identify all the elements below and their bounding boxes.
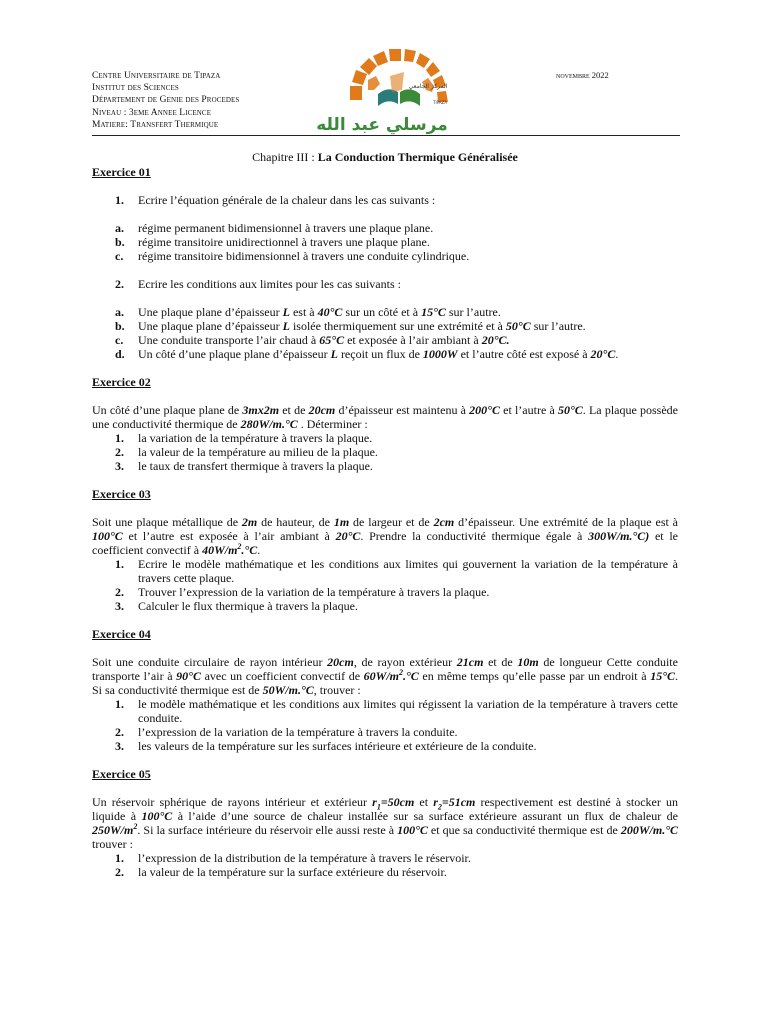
item-letter: a.: [115, 221, 124, 235]
question-item: [92, 193, 678, 207]
item-text: Une plaque plane d’épaisseur L isolée thermiquement sur une extrémité et à 50°C sur l’autre.: [138, 319, 586, 333]
item-text: régime permanent bidimensionnel à travers une plaque plane.: [138, 221, 434, 235]
list-item: 2. Trouver l’expression de la variation de la température à travers la plaque.: [115, 585, 490, 599]
document-body: [92, 150, 678, 879]
list-item: 1. la variation de la température à travers la plaque.: [115, 431, 373, 445]
exercise-statement: Un côté d’une plaque plane de 3mx2m et de 20cm d’épaisseur est maintenu à 200°C et l’autre à 50°C. La plaque possède une conductivité thermique de 280W/m.°C . Déterminer :: [92, 403, 678, 431]
exercise-title: Exercice 02: [92, 375, 151, 389]
item-text: régime transitoire unidirectionnel à travers une plaque plane.: [138, 235, 430, 249]
item-text: régime transitoire bidimensionnel à travers une conduite cylindrique.: [138, 249, 470, 263]
list-item: 2. la valeur de la température sur la surface extérieure du réservoir.: [115, 865, 447, 879]
list-item: 2. la valeur de la température au milieu de la plaque.: [115, 445, 378, 459]
logo-latin-text: TIPAZA: [433, 100, 447, 105]
sub-item: [92, 333, 678, 347]
university-logo: [316, 46, 460, 138]
item-letter: b.: [115, 235, 125, 249]
exercise-statement: Soit une plaque métallique de 2m de hauteur, de 1m de largeur et de 2cm d’épaisseur. Une extrémité de la plaque est à 100°C et l’autre est exposée à l’air ambiant à 20°C. Prendre la conductivité thermique égale à 300W/m.°C) et le coefficient convectif à $40W/m^2.^\circ C$.: [92, 515, 679, 557]
header-line: Centre Universitaire de Tipaza: [92, 71, 221, 81]
list-item: 1. le modèle mathématique et les conditions aux limites qui régissent la variation de la température à travers cette conduite.: [115, 697, 678, 725]
item-letter: c.: [115, 333, 124, 347]
item-letter: a.: [115, 305, 124, 319]
logo-arabic-text: المركز الجامعي: [408, 83, 448, 90]
chapter-prefix: Chapitre III :: [252, 150, 318, 164]
sub-item: [92, 249, 678, 263]
header-line: Matiere: Transfert Thermique: [92, 119, 219, 130]
item-text: Ecrire les conditions aux limites pour les cas suivants :: [138, 277, 401, 291]
chapter-name: La Conduction Thermique Généralisée: [317, 150, 518, 164]
question-item: [92, 277, 678, 291]
item-text: Une conduite transporte l’air chaud à 65°C et exposée à l’air ambiant à 20°C.: [138, 333, 510, 347]
list-item: 2. l’expression de la variation de la température à travers la conduite.: [115, 725, 458, 739]
header-line: Niveau : 3eme Annee Licence: [92, 107, 212, 118]
item-letter: d.: [115, 347, 125, 361]
document-date: novembre 2022: [556, 70, 609, 80]
exercise-title: Exercice 04: [92, 627, 151, 641]
sub-item: [92, 221, 678, 235]
institution-header: [92, 70, 239, 131]
exercise-statement: Un réservoir sphérique de rayons intérieur et extérieur $r_1=50cm$ et $r_2=51cm$ respectivement est destiné à stocker un liquide à 100°C à l’aide d’une source de chaleur installée sur sa surface extérieure assurant un flux de chaleur de $250W/m^2$. Si la surface intérieure du réservoir elle aussi reste à 100°C et que sa conductivité thermique est de 200W/m.°C trouver :: [92, 795, 678, 851]
item-letter: c.: [115, 249, 124, 263]
list-item: 3. le taux de transfert thermique à travers la plaque.: [115, 459, 373, 473]
sub-item: [92, 235, 678, 249]
header-line: Département de Genie des Procedes: [92, 95, 240, 106]
list-item: 3. les valeurs de la température sur les surfaces intérieure et extérieure de la conduite.: [115, 739, 537, 753]
sub-item: [92, 305, 678, 319]
list-item: 1. l’expression de la distribution de la température à travers le réservoir.: [115, 851, 471, 865]
chapter-title: [92, 150, 678, 164]
header-line: Institut des Sciences: [92, 83, 179, 94]
item-number: 2.: [115, 277, 124, 291]
sub-item: [92, 347, 678, 361]
exercise-title: Exercice 05: [92, 767, 151, 781]
sub-item: [92, 319, 678, 333]
item-text: Une plaque plane d’épaisseur L est à 40°C sur un côté et à 15°C sur l’autre.: [138, 305, 501, 319]
item-number: 1.: [115, 193, 124, 207]
list-item: 1. Ecrire le modèle mathématique et les conditions aux limites qui gouvernent la variation de la température à travers cette plaque.: [115, 557, 678, 585]
exercise-title: Exercice 03: [92, 487, 151, 501]
exercise-title: Exercice 01: [92, 165, 151, 179]
list-item: 3. Calculer le flux thermique à travers la plaque.: [115, 599, 358, 613]
item-text: Ecrire l’équation générale de la chaleur dans les cas suivants :: [138, 193, 436, 207]
header-divider: [92, 135, 680, 136]
logo-arabic-subtitle: مرسلي عبد الله: [316, 115, 448, 135]
item-text: Un côté d’une plaque plane d’épaisseur L reçoit un flux de 1000W et l’autre côté est exposé à 20°C.: [138, 347, 619, 361]
item-letter: b.: [115, 319, 125, 333]
exercise-statement: Soit une conduite circulaire de rayon intérieur 20cm, de rayon extérieur 21cm et de 10m de longueur Cette conduite transporte l’air à 90°C avec un coefficient convectif de $60W/m^2.^\circ C$ en même temps qu’elle passe par un endroit à 15°C. Si sa conductivité thermique est de 50W/m.°C, trouver :: [92, 655, 679, 697]
